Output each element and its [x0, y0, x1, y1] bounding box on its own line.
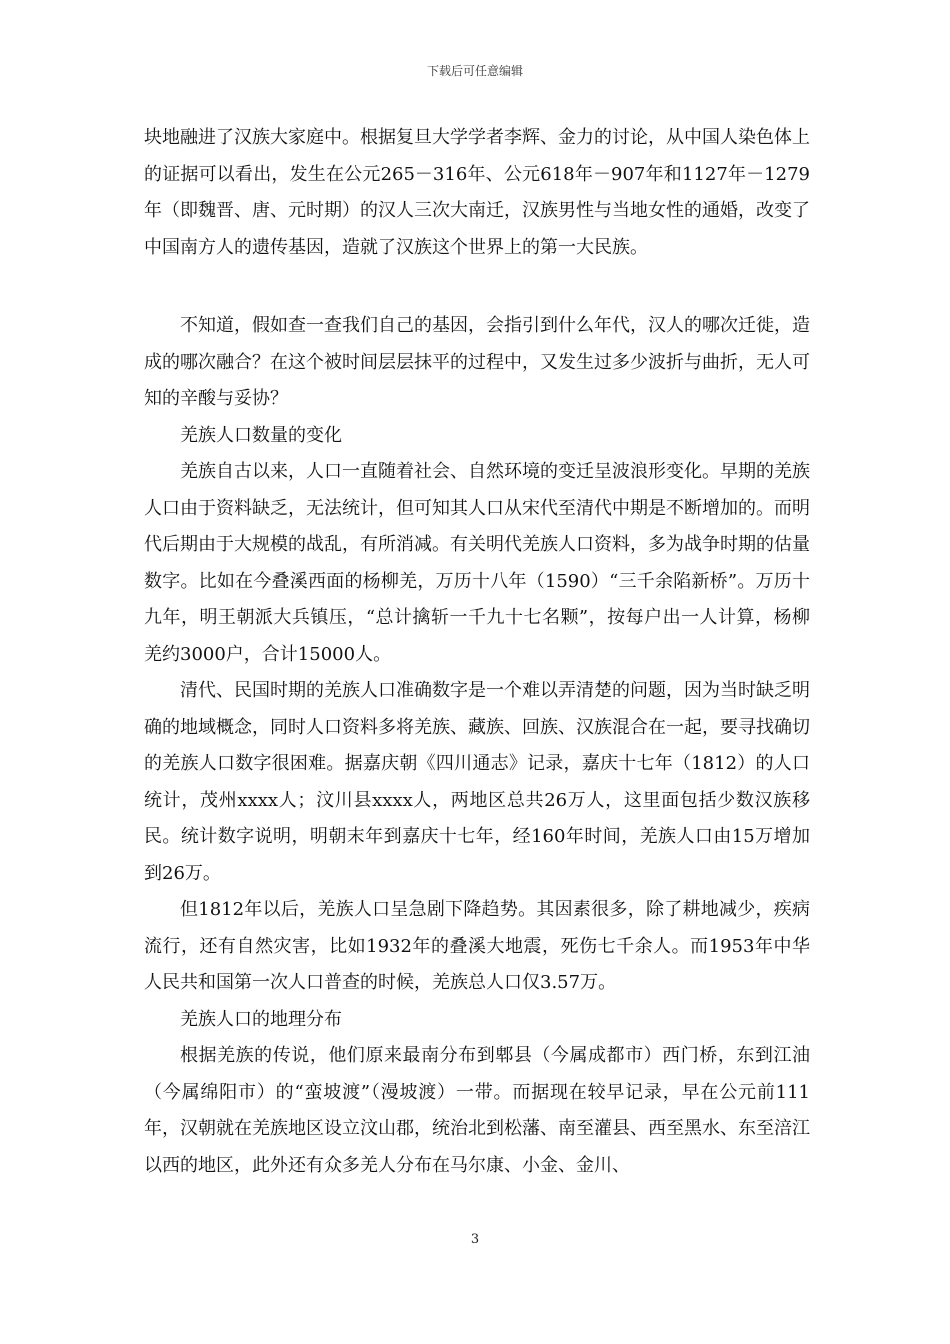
paragraph-qing-population: 清代、民国时期的羌族人口准确数字是一个难以弄清楚的问题，因为当时缺乏明确的地域概念，同时人口资料多将羌族、藏族、回族、汉族混合在一起，要寻找确切的羌族人口数字很困难。据嘉庆朝《四川通志》记录，嘉庆十七年（1812）的人口统计，茂州xxxx人；汶川县xxxx人，两地区总共26万人，这里面包括少数汉族移民。统计数字说明，明朝末年到嘉庆十七年，经160年时间，羌族人口由15万增加到26万。: [144, 680, 810, 884]
paragraph-reflection: 不知道，假如查一查我们自己的基因，会指引到什么年代，汉人的哪次迁徙，造成的哪次融合？在这个被时间层层抹平的过程中，又发生过多少波折与曲折，无人可知的辛酸与妥协？: [144, 315, 810, 409]
page-number: 3: [470, 1232, 480, 1247]
paragraph-decline: 但1812年以后，羌族人口呈急剧下降趋势。其因素很多，除了耕地减少，疾病流行，还有自然灾害，比如1932年的叠溪大地震，死伤七千余人。而1953年中华人民共和国第一次人口普查的时候，羌族总人口仅3.57万。: [144, 899, 810, 993]
document-body: [144, 120, 810, 1184]
paragraph-distribution: 根据羌族的传说，他们原来最南分布到郫县（今属成都市）西门桥，东到江油（今属绵阳市）的“蛮坡渡”（漫坡渡）一带。而据现在较早记录，早在公元前111年，汉朝就在羌族地区设立汶山郡，统治北到松藩、南至灌县、西至黑水、东至涪江以西的地区，此外还有众多羌人分布在马尔康、小金、金川、: [144, 1045, 810, 1176]
paragraph-early-population: 羌族自古以来，人口一直随着社会、自然环境的变迁呈波浪形变化。早期的羌族人口由于资料缺乏，无法统计，但可知其人口从宋代至清代中期是不断增加的。而明代后期由于大规模的战乱，有所消减。有关明代羌族人口资料，多为战争时期的估量数字。比如在今叠溪西面的杨柳羌，万历十八年（1590）“三千余陷新桥”。万历十九年，明王朝派大兵镇压，“总计擒斩一千九十七名颗”，按每户出一人计算，杨柳羌约3000户，合计15000人。: [144, 461, 810, 665]
section-heading-geographic-distribution: 羌族人口的地理分布: [180, 1008, 342, 1030]
paragraph-continuation: 块地融进了汉族大家庭中。根据复旦大学学者李辉、金力的讨论，从中国人染色体上的证据可以看出，发生在公元265－316年、公元618年－907年和1127年－1279年（即魏晋、唐、元时期）的汉人三次大南迁，汉族男性与当地女性的通婚，改变了中国南方人的遗传基因，造就了汉族这个世界上的第一大民族。: [144, 127, 810, 258]
section-heading-population-change: 羌族人口数量的变化: [180, 424, 342, 446]
page-header: 下载后可任意编辑: [426, 64, 523, 78]
paragraph-gap: [144, 266, 810, 308]
